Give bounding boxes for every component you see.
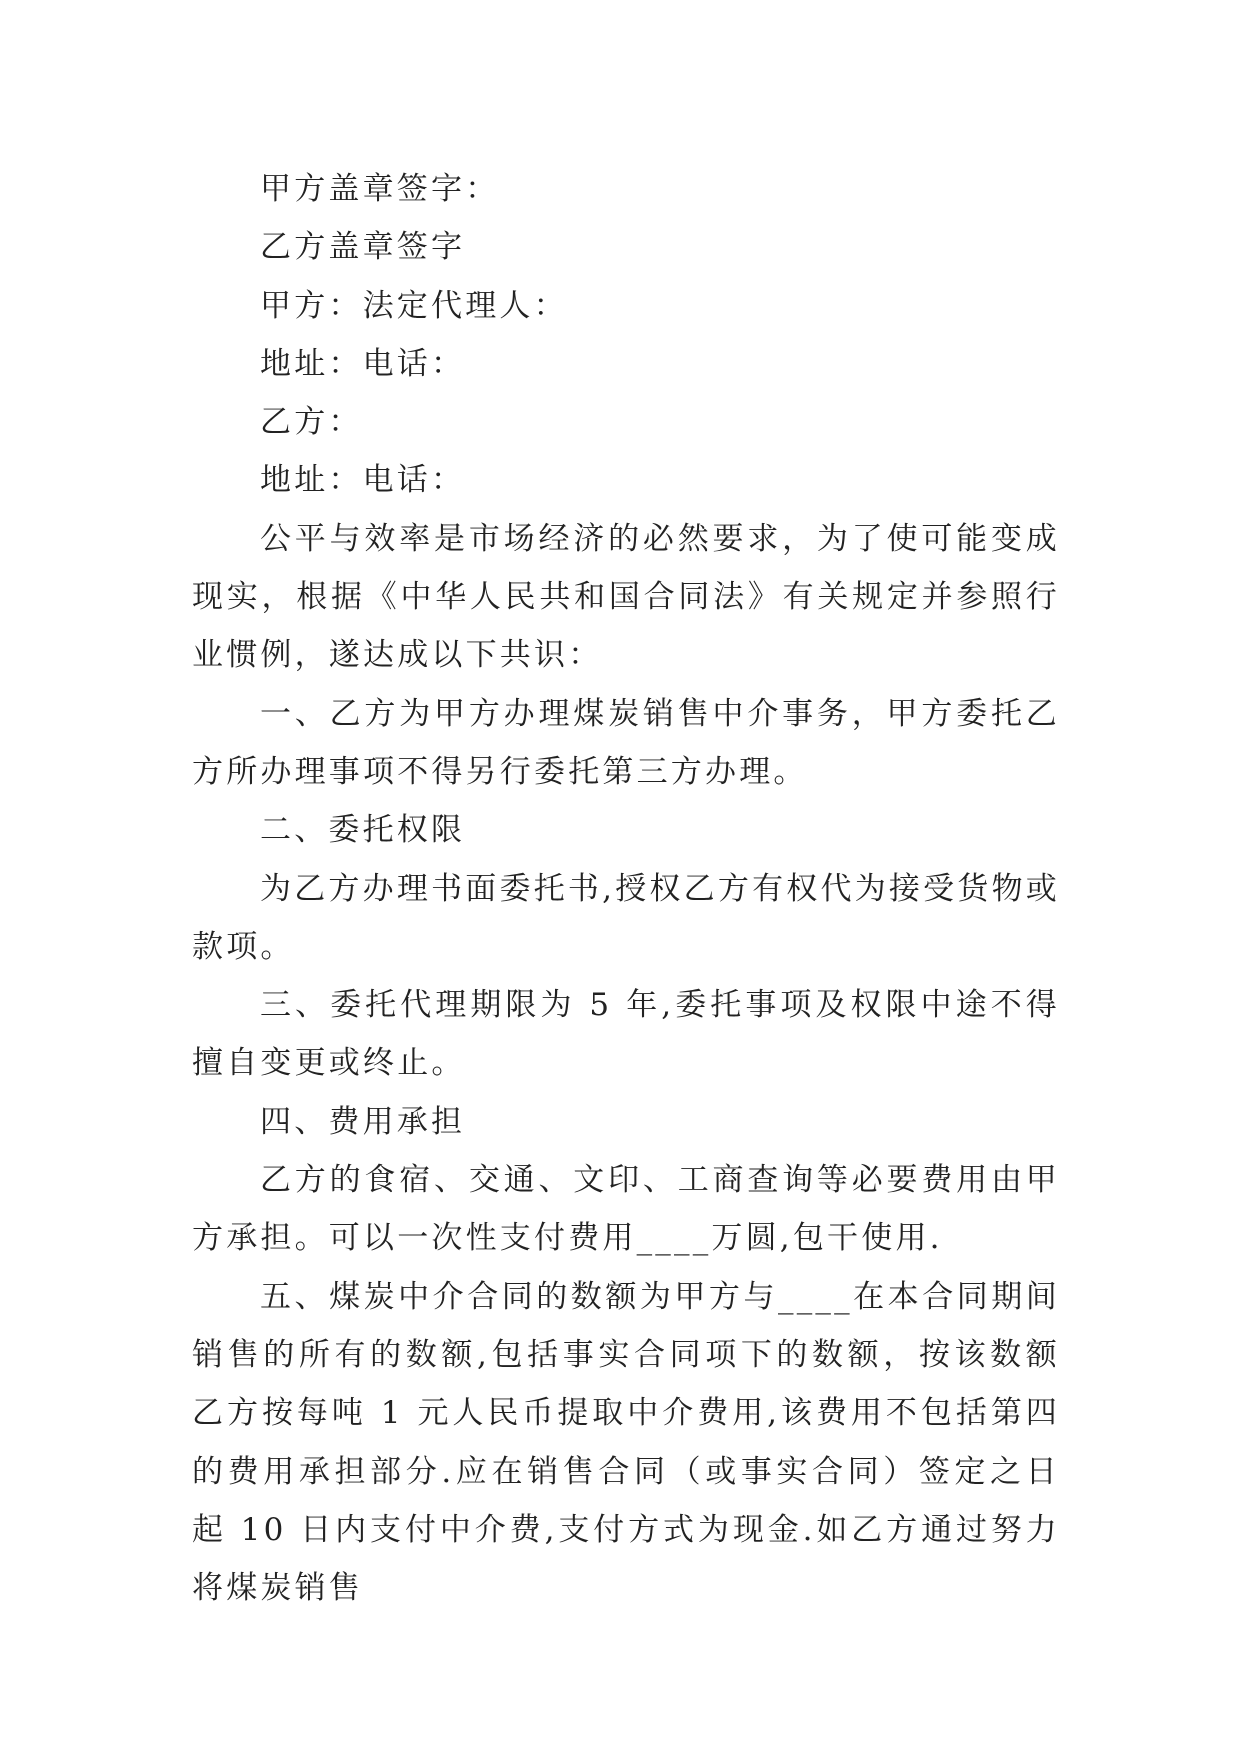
party-a-address-phone-line: 地址：电话：: [260, 345, 466, 382]
preamble-paragraph: 公平与效率是市场经济的必然要求，为了使可能变成现实，根据《中华人民共和国合同法》有关规定并参照行业惯例，遂达成以下共识：: [192, 520, 1060, 674]
party-a-seal-signature-line: 甲方盖章签字：: [260, 171, 500, 207]
party-b-seal-signature-line: 乙方盖章签字: [260, 229, 466, 266]
party-b-address-phone-line: 地址：电话：: [260, 462, 466, 499]
clause-5-paragraph: 五、煤炭中介合同的数额为甲方与____在本合同期间销售的所有的数额,包括事实合同项下的数额，按该数额乙方按每吨 1 元人民币提取中介费用,该费用不包括第四的费用承担部分.应在销售合同（或事实合同）签定之日起 10 日内支付中介费,支付方式为现金.如乙方通过努力将煤炭销售: [192, 1278, 1060, 1607]
clause-3-paragraph: 三、委托代理期限为 5 年,委托事项及权限中途不得擅自变更或终止。: [192, 987, 1060, 1082]
party-b-line: 乙方：: [260, 404, 363, 441]
party-a-legal-representative-line: 甲方：法定代理人：: [260, 287, 568, 324]
clause-2-paragraph: 为乙方办理书面委托书,授权乙方有权代为接受货物或款项。: [192, 870, 1060, 965]
clause-4-paragraph: 乙方的食宿、交通、文印、工商查询等必要费用由甲方承担。可以一次性支付费用____万圆,包干使用.: [192, 1162, 1060, 1257]
clause-2-heading: 二、委托权限: [260, 812, 466, 849]
clause-4-heading: 四、费用承担: [260, 1103, 466, 1140]
document-body: [192, 160, 1060, 1617]
clause-1-paragraph: 一、乙方为甲方办理煤炭销售中介事务，甲方委托乙方所办理事项不得另行委托第三方办理。: [192, 695, 1060, 790]
